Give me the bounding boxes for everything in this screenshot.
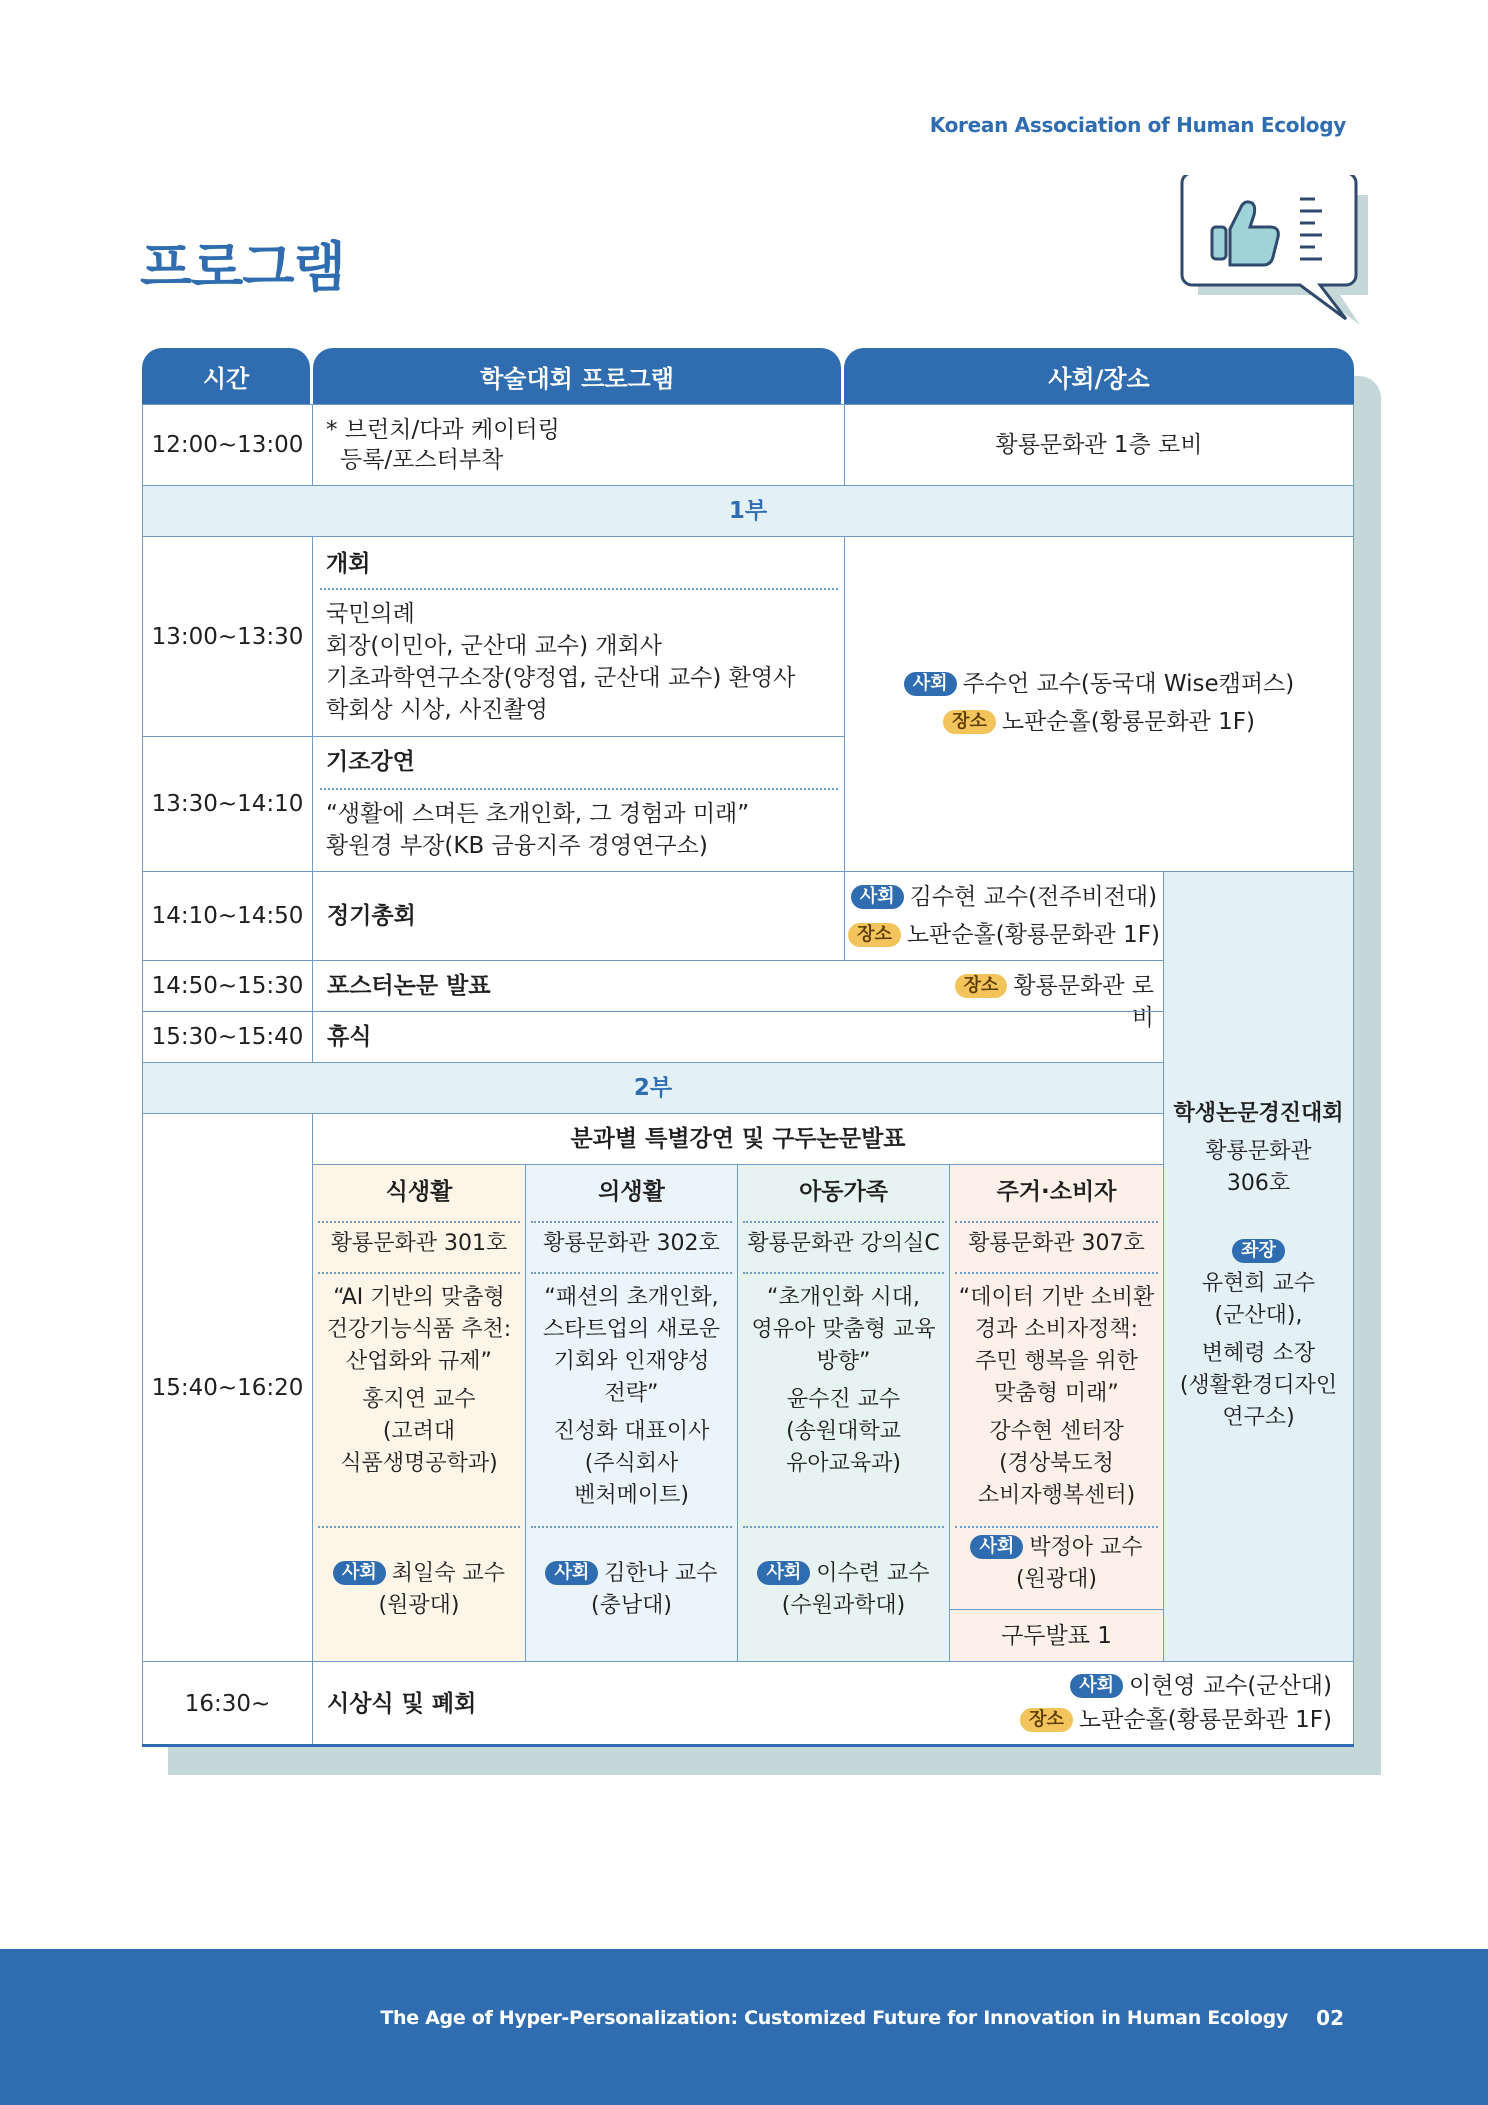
breakout-room: 황룡문화관 강의실C	[747, 1231, 940, 1256]
host-text: 최일숙 교수	[391, 1561, 506, 1586]
part-label: 2부	[633, 1075, 673, 1101]
speaker-line: (고려대	[382, 1419, 456, 1444]
breakout-name: 아동가족	[799, 1179, 888, 1205]
student-room: 황룡문화관	[1205, 1139, 1312, 1164]
host-text: 김수현 교수(전주비전대)	[909, 884, 1158, 910]
place-text: 노판순홀(황룡문화관 1F)	[1001, 709, 1255, 735]
chair-name: 변혜령 소장	[1201, 1341, 1316, 1366]
speaker-line: 강수현 센터장	[989, 1419, 1124, 1444]
host-badge: 사회	[757, 1561, 810, 1585]
time-cell	[142, 1011, 313, 1063]
program-cell	[312, 871, 845, 961]
dotted-divider	[743, 1272, 944, 1274]
column-header-host-place: 사회/장소	[844, 348, 1354, 404]
chair-name: 유현희 교수	[1201, 1271, 1316, 1296]
host-line: (원광대)	[378, 1593, 460, 1618]
footer-text: The Age of Hyper-Personalization: Customized Future for Innovation in Human Ecology	[380, 2007, 1288, 2029]
host-line	[842, 1670, 1332, 1702]
speaker-line: (주식회사	[584, 1451, 679, 1476]
place-text: 노판순홀(황룡문화관 1F)	[906, 922, 1160, 948]
student-room: 306호	[1226, 1171, 1291, 1196]
time-text: 15:30~15:40	[151, 1024, 304, 1050]
host-line	[737, 1558, 950, 1590]
talk-line: 전략”	[604, 1381, 659, 1406]
page-title: 프로그램	[140, 236, 345, 299]
talk-line: “초개인화 시대,	[767, 1285, 920, 1310]
place-badge: 장소	[943, 710, 996, 734]
program-line: “생활에 스며든 초개인화, 그 경험과 미래”	[326, 801, 750, 827]
program-line: 회장(이민아, 군산대 교수) 개회사	[326, 633, 663, 659]
place-cell	[844, 404, 1354, 486]
host-badge: 사회	[904, 672, 957, 696]
dotted-divider	[531, 1526, 732, 1528]
program-line: 등록/포스터부착	[340, 447, 504, 473]
time-text: 12:00~13:00	[151, 432, 304, 458]
time-text: 13:00~13:30	[151, 623, 304, 650]
program-line: * 브런치/다과 케이터링	[326, 417, 560, 443]
breakout-name: 의생활	[598, 1179, 665, 1205]
place-badge: 장소	[848, 923, 901, 947]
speaker-line: 소비자행복센터)	[977, 1483, 1136, 1508]
host-text: 이수련 교수	[816, 1561, 930, 1586]
host-badge: 사회	[333, 1561, 386, 1585]
table-bottom-rule	[142, 1744, 1354, 1747]
time-cell	[142, 536, 313, 737]
dotted-divider	[531, 1272, 732, 1274]
host-line	[312, 1558, 526, 1590]
program-line: 황원경 부장(KB 금융지주 경영연구소)	[326, 833, 708, 859]
host-line	[844, 881, 1164, 913]
part-divider-1	[142, 485, 1354, 537]
dotted-divider	[318, 1272, 520, 1274]
talk-line: 스타트업의 새로운	[542, 1317, 720, 1342]
host-badge: 사회	[1070, 1674, 1123, 1698]
host-line: (수원과학대)	[781, 1593, 906, 1618]
time-cell	[142, 1661, 313, 1746]
host-text: 박정아 교수	[1029, 1535, 1143, 1560]
time-cell	[142, 404, 313, 486]
talk-line: 건강기능식품 추천:	[326, 1317, 512, 1342]
host-line	[844, 668, 1354, 700]
speaker-line: 벤처메이트)	[574, 1483, 689, 1508]
talk-line: 산업화와 규제”	[346, 1349, 492, 1374]
program-cell	[312, 1011, 1164, 1063]
speaker-line: 진성화 대표이사	[553, 1419, 710, 1444]
program-line: 기초과학연구소장(양정엽, 군산대 교수) 환영사	[326, 665, 796, 691]
speaker-line: 유아교육과)	[786, 1451, 901, 1476]
speaker-line: (경상북도청	[999, 1451, 1114, 1476]
host-line	[949, 1532, 1164, 1564]
place-text: 황룡문화관 로비	[1013, 973, 1154, 1031]
part-label: 1부	[728, 498, 768, 524]
breakout-title-cell	[312, 1113, 1164, 1165]
oral-presentation-text: 구두발표 1	[1001, 1622, 1112, 1649]
place-line	[844, 919, 1164, 951]
place-badge: 장소	[1020, 1708, 1073, 1732]
time-text: 14:10~14:50	[151, 903, 304, 929]
place-text: 노판순홀(황룡문화관 1F)	[1078, 1707, 1332, 1733]
place-text: 황룡문화관 1층 로비	[995, 432, 1203, 458]
talk-line: 맞춤형 미래”	[994, 1381, 1119, 1406]
breakout-room: 황룡문화관 307호	[968, 1231, 1145, 1256]
time-text: 14:50~15:30	[151, 973, 304, 999]
dotted-divider	[743, 1221, 944, 1223]
column-header-program: 학술대회 프로그램	[313, 348, 841, 404]
chair-name: (군산대),	[1214, 1303, 1303, 1328]
host-line: (충남대)	[591, 1593, 672, 1618]
dotted-divider	[320, 588, 838, 590]
breakout-name: 식생활	[385, 1179, 453, 1205]
session-title: 정기총회	[327, 903, 416, 929]
time-text: 15:40~16:20	[151, 1374, 304, 1401]
session-title: 시상식 및 폐회	[327, 1690, 477, 1717]
breakout-room: 황룡문화관 301호	[330, 1231, 508, 1256]
breakout-name: 주거·소비자	[996, 1179, 1117, 1205]
talk-line: 영유아 맞춤형 교육	[751, 1317, 936, 1342]
host-badge: 사회	[851, 885, 904, 909]
host-text: 이현영 교수(군산대)	[1128, 1673, 1332, 1699]
thumbs-up-speech-bubble-icon	[1180, 175, 1370, 335]
place-line	[844, 706, 1354, 738]
oral-presentation-cell	[949, 1609, 1164, 1662]
dotted-divider	[955, 1221, 1158, 1223]
breakout-title: 분과별 특별강연 및 구두논문발표	[570, 1126, 906, 1152]
time-text: 16:30~	[184, 1690, 271, 1717]
chair-name: 연구소)	[1222, 1405, 1295, 1430]
part-divider-2	[142, 1062, 1164, 1114]
host-text: 주수언 교수(동국대 Wise캠퍼스)	[962, 671, 1295, 697]
dotted-divider	[743, 1526, 944, 1528]
dotted-divider	[320, 788, 838, 790]
host-place-cell	[844, 536, 1354, 872]
time-cell	[142, 1113, 313, 1662]
talk-line: 경과 소비자정책:	[974, 1317, 1139, 1342]
chair-name: (생활환경디자인	[1179, 1373, 1338, 1398]
talk-line: 기회와 인재양성	[553, 1349, 710, 1374]
talk-line: “패션의 초개인화,	[544, 1285, 719, 1310]
session-title: 개회	[326, 551, 371, 577]
speaker-line: 식품생명공학과)	[340, 1451, 498, 1476]
dotted-divider	[318, 1526, 520, 1528]
chair-line	[1163, 1236, 1354, 1268]
session-title: 포스터논문 발표	[327, 973, 491, 999]
talk-line: “데이터 기반 소비환	[958, 1285, 1155, 1310]
host-badge: 사회	[545, 1561, 598, 1585]
dotted-divider	[318, 1221, 520, 1223]
talk-line: 주민 행복을 위한	[975, 1349, 1138, 1374]
time-text: 13:30~14:10	[151, 791, 304, 817]
host-line	[525, 1558, 738, 1590]
column-header-time: 시간	[142, 348, 310, 404]
time-cell	[142, 736, 313, 872]
talk-line: 방향”	[816, 1349, 871, 1374]
program-line: 국민의례	[326, 601, 415, 627]
time-cell	[142, 960, 313, 1012]
host-text: 김한나 교수	[604, 1561, 718, 1586]
time-cell	[142, 871, 313, 961]
session-title: 기조강연	[326, 749, 415, 775]
dotted-divider	[531, 1221, 732, 1223]
talk-line: “AI 기반의 맞춤형	[333, 1285, 505, 1310]
organization-name: Korean Association of Human Ecology	[929, 113, 1346, 137]
host-badge: 사회	[970, 1535, 1023, 1559]
session-title: 휴식	[327, 1024, 372, 1050]
student-title: 학생논문경진대회	[1173, 1101, 1344, 1126]
host-line: (원광대)	[1016, 1567, 1097, 1592]
program-table	[142, 348, 1354, 1746]
place-badge: 장소	[955, 974, 1008, 998]
dotted-divider	[955, 1272, 1158, 1274]
speaker-line: 윤수진 교수	[786, 1387, 901, 1412]
chair-badge: 좌장	[1232, 1239, 1285, 1263]
speaker-line: 홍지연 교수	[362, 1387, 476, 1412]
breakout-room: 황룡문화관 302호	[543, 1231, 720, 1256]
dotted-divider	[955, 1526, 1158, 1528]
page-number: 02	[1316, 2006, 1344, 2030]
speaker-line: (송원대학교	[786, 1419, 901, 1444]
place-line	[842, 1704, 1332, 1736]
program-line: 학회상 시상, 사진촬영	[326, 697, 548, 723]
